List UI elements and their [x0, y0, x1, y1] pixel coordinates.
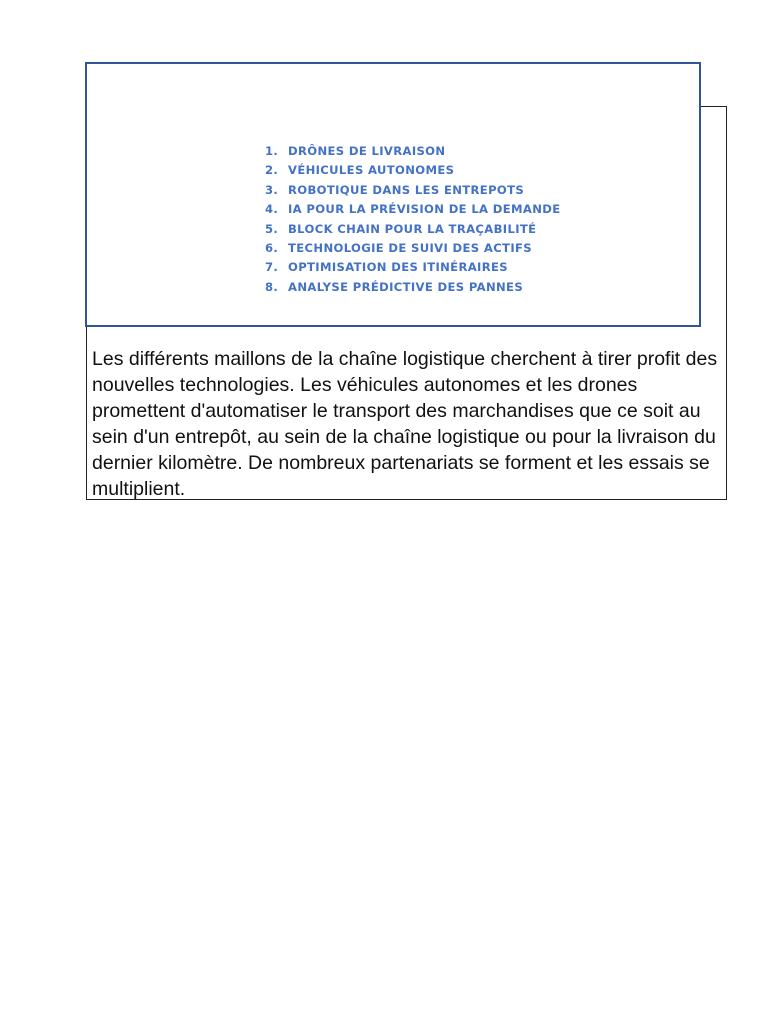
list-item-number: 6.: [265, 240, 279, 255]
list-item-label: OPTIMISATION DES ITINÉRAIRES: [288, 260, 508, 275]
list-item-label: VÉHICULES AUTONOMES: [288, 163, 455, 178]
list-item: [265, 181, 561, 200]
list-item-label: BLOCK CHAIN POUR LA TRAÇABILITÉ: [288, 221, 537, 236]
list-item: [265, 239, 561, 258]
list-item-number: 3.: [265, 182, 279, 197]
list-item-label: DRÔNES DE LIVRAISON: [288, 144, 446, 158]
description-paragraph: Les différents maillons de la chaîne logistique cherchent à tirer profit des nouvelles technologies. Les véhicules autonomes et les drones promettent d'automatiser le transport des marchandises que ce soit au sein d'un entrepôt, au sein de la chaîne logistique ou pour la livraison du dernier kilomètre. De nombreux partenariats se forment et les essais se multiplient.: [92, 348, 718, 500]
list-item-number: 7.: [265, 260, 279, 275]
list-item-label: IA POUR LA PRÉVISION DE LA DEMANDE: [288, 202, 561, 217]
list-item-number: 1.: [265, 144, 279, 158]
technology-list-box: [85, 62, 701, 327]
list-item: [265, 142, 561, 161]
list-item-number: 2.: [265, 163, 279, 178]
list-item-label: ANALYSE PRÉDICTIVE DES PANNES: [288, 279, 524, 294]
list-item-label: ROBOTIQUE DANS LES ENTREPOTS: [288, 182, 525, 197]
list-item: [265, 278, 561, 297]
list-item: [265, 200, 561, 219]
list-item-number: 4.: [265, 202, 279, 217]
list-item: [265, 220, 561, 239]
list-item: [265, 258, 561, 277]
technology-list: [265, 142, 561, 297]
list-item-number: 5.: [265, 221, 279, 236]
list-item-label: TECHNOLOGIE DE SUIVI DES ACTIFS: [288, 240, 532, 255]
list-item-number: 8.: [265, 279, 279, 294]
list-item: [265, 161, 561, 180]
